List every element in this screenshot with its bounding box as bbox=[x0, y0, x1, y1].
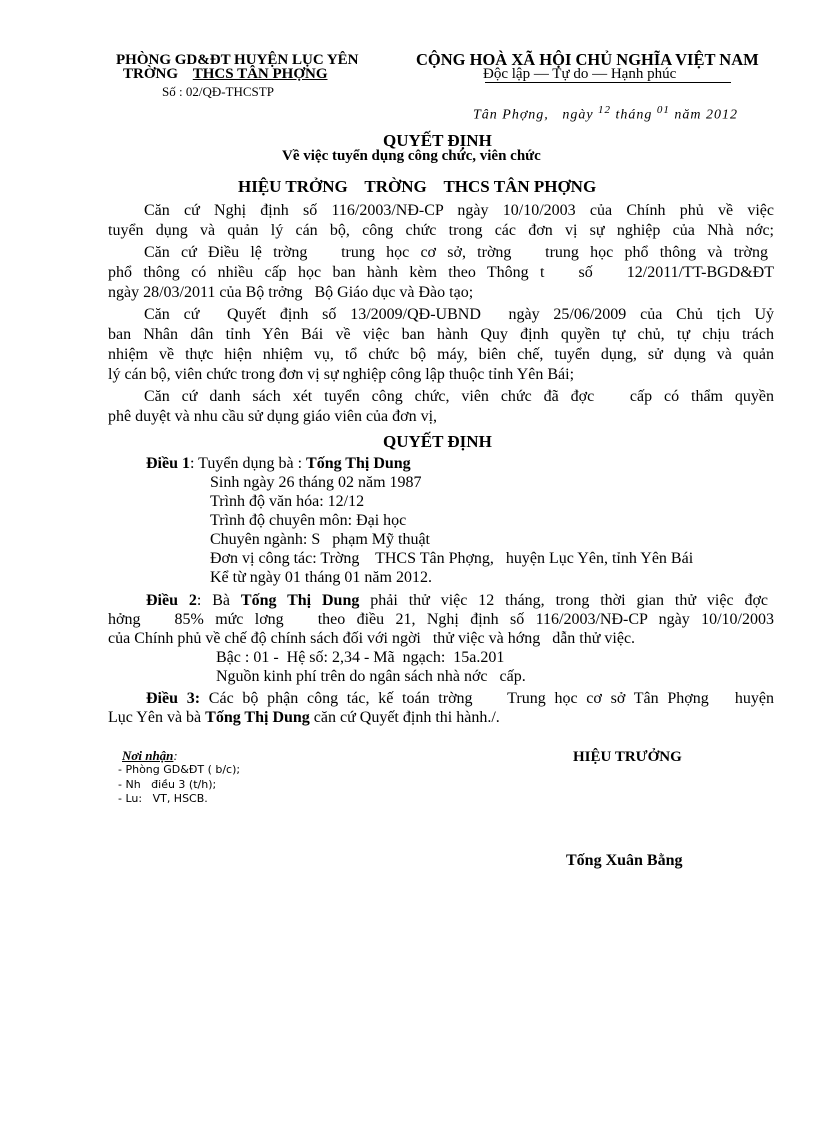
article-2-salary: Bậc : 01 - Hệ số: 2,34 - Mã ngạch: 15a.201 bbox=[216, 649, 505, 666]
preamble-3-line-2: ban Nhân dân tỉnh Yên Bái về việc ban hành Quy định quyền tự chủ, tự chịu trách bbox=[108, 326, 774, 343]
signer-title: HIỆU TRƯỞNG bbox=[573, 749, 682, 765]
preamble-2-line-1: Căn cứ Điều lệ trờng trung học cơ sở, trờng trung học phổ thông và trờng bbox=[144, 244, 768, 261]
article-3-line-1 bbox=[146, 690, 774, 708]
preamble-3-line-1: Căn cứ Quyết định số 13/2009/QĐ-UBND ngày 25/06/2009 của Chủ tịch Uỷ bbox=[144, 306, 774, 323]
article-1-name: Tống Thị Dung bbox=[306, 455, 411, 472]
article-1-workplace: Đơn vị công tác: Trờng THCS Tân Phợng, huyện Lục Yên, tỉnh Yên Bái bbox=[210, 550, 694, 567]
recipients-heading bbox=[122, 748, 178, 764]
recipients-label: Nơi nhận bbox=[122, 748, 174, 763]
article-1-birth: Sinh ngày 26 tháng 02 năm 1987 bbox=[210, 474, 422, 491]
article-3-text: Các bộ phận công tác, kế toán trờng Trung học cơ sở Tân Phợng huyện bbox=[200, 690, 774, 707]
date-thang: tháng bbox=[615, 107, 653, 123]
article-1-intro bbox=[146, 455, 411, 473]
article-1-label: Điều 1 bbox=[146, 455, 190, 472]
article-2-label: Điều 2 bbox=[146, 592, 197, 609]
date-ngay: ngày bbox=[562, 107, 594, 123]
date-line bbox=[473, 104, 738, 124]
motto: Độc lập — Tự do — Hạnh phúc bbox=[483, 66, 677, 82]
country-name: CỘNG HOÀ XÃ HỘI CHỦ NGHĨA VIỆT NAM bbox=[416, 50, 759, 69]
article-3-prefix: Lục Yên và bà bbox=[108, 709, 206, 726]
school-prefix: TRỜNG bbox=[123, 66, 179, 82]
date-day: 12 bbox=[598, 104, 612, 116]
article-3-line-2 bbox=[108, 709, 500, 727]
preamble-2-line-2: phổ thông có nhiều cấp học ban hành kèm theo Thông t số 12/2011/TT-BGD&ĐT bbox=[108, 264, 774, 281]
recipients-colon: : bbox=[173, 748, 178, 763]
article-2-name: Tống Thị Dung bbox=[240, 592, 360, 609]
decision-heading: QUYẾT ĐỊNH bbox=[383, 432, 492, 451]
motto-underline bbox=[485, 82, 731, 83]
recipient-item: - Nh điều 3 (t/h); bbox=[118, 778, 217, 791]
preamble-1-line-1: Căn cứ Nghị định số 116/2003/NĐ-CP ngày 10/10/2003 của Chính phủ về việc bbox=[144, 202, 774, 219]
date-place: Tân Phợng, bbox=[473, 107, 549, 123]
date-year: năm 2012 bbox=[674, 107, 739, 123]
article-1-text: : Tuyển dụng bà : bbox=[190, 455, 307, 472]
org-name: PHÒNG GD&ĐT HUYỆN LỤC YÊN bbox=[116, 52, 359, 68]
preamble-3-line-3: nhiệm về thực hiện nhiệm vụ, tổ chức bộ máy, biên chế, tuyển dụng, sử dụng và quản bbox=[108, 346, 774, 363]
date-month: 01 bbox=[656, 104, 670, 116]
recipient-item: - Lu: VT, HSCB. bbox=[118, 792, 208, 805]
decision-subtitle: Về việc tuyển dụng công chức, viên chức bbox=[282, 148, 541, 164]
preamble-4-line-1: Căn cứ danh sách xét tuyển công chức, viên chức đã đợc cấp có thẩm quyền bbox=[144, 388, 774, 405]
school-name: THCS TÂN PHỢNG bbox=[192, 66, 328, 82]
article-1-culture: Trình độ văn hóa: 12/12 bbox=[210, 493, 365, 510]
article-1-expertise: Trình độ chuyên môn: Đại học bbox=[210, 512, 407, 529]
preamble-2-line-3: ngày 28/03/2011 của Bộ trởng Bộ Giáo dục và Đào tạo; bbox=[108, 284, 474, 301]
article-2-line-3: của Chính phủ về chế độ chính sách đối với ngời thử việc và hớng dẫn thử việc. bbox=[108, 630, 636, 647]
article-2-line-1 bbox=[146, 592, 768, 610]
issuing-authority: HIỆU TRỞNG TRỜNG THCS TÂN PHỢNG bbox=[238, 177, 597, 196]
preamble-4-line-2: phê duyệt và nhu cầu sử dụng giáo viên của đơn vị, bbox=[108, 408, 438, 425]
preamble-3-line-4: lý cán bộ, viên chức trong đơn vị sự nghiệp công lập thuộc tỉnh Yên Bái; bbox=[108, 366, 575, 383]
preamble-1-line-2: tuyển dụng và quản lý cán bộ, công chức trong các đơn vị sự nghiệp của Nhà nớc; bbox=[108, 222, 774, 239]
signer-name: Tống Xuân Bằng bbox=[566, 852, 683, 869]
article-1-major: Chuyên ngành: S phạm Mỹ thuật bbox=[210, 531, 430, 548]
article-2-rest: phải thử việc 12 tháng, trong thời gian thử việc đợc bbox=[359, 592, 769, 609]
recipient-item: - Phòng GD&ĐT ( b/c); bbox=[118, 763, 241, 776]
article-1-from-date: Kể từ ngày 01 tháng 01 năm 2012. bbox=[210, 569, 432, 586]
article-3-name: Tống Thị Dung bbox=[205, 709, 310, 726]
school-name-line bbox=[123, 66, 328, 83]
article-3-label: Điều 3: bbox=[146, 690, 201, 707]
document-number: Số : 02/QĐ-THCSTP bbox=[162, 84, 274, 99]
article-2-line-2: hởng 85% mức lơng theo điều 21, Nghị định số 116/2003/NĐ-CP ngày 10/10/2003 bbox=[108, 611, 774, 628]
decision-title: QUYẾT ĐỊNH bbox=[383, 131, 492, 150]
article-3-suffix: căn cứ Quyết định thi hành./. bbox=[309, 709, 500, 726]
article-2-funding: Nguồn kinh phí trên do ngân sách nhà nớc cấp. bbox=[216, 668, 526, 685]
article-2-prefix: : Bà bbox=[196, 592, 241, 609]
